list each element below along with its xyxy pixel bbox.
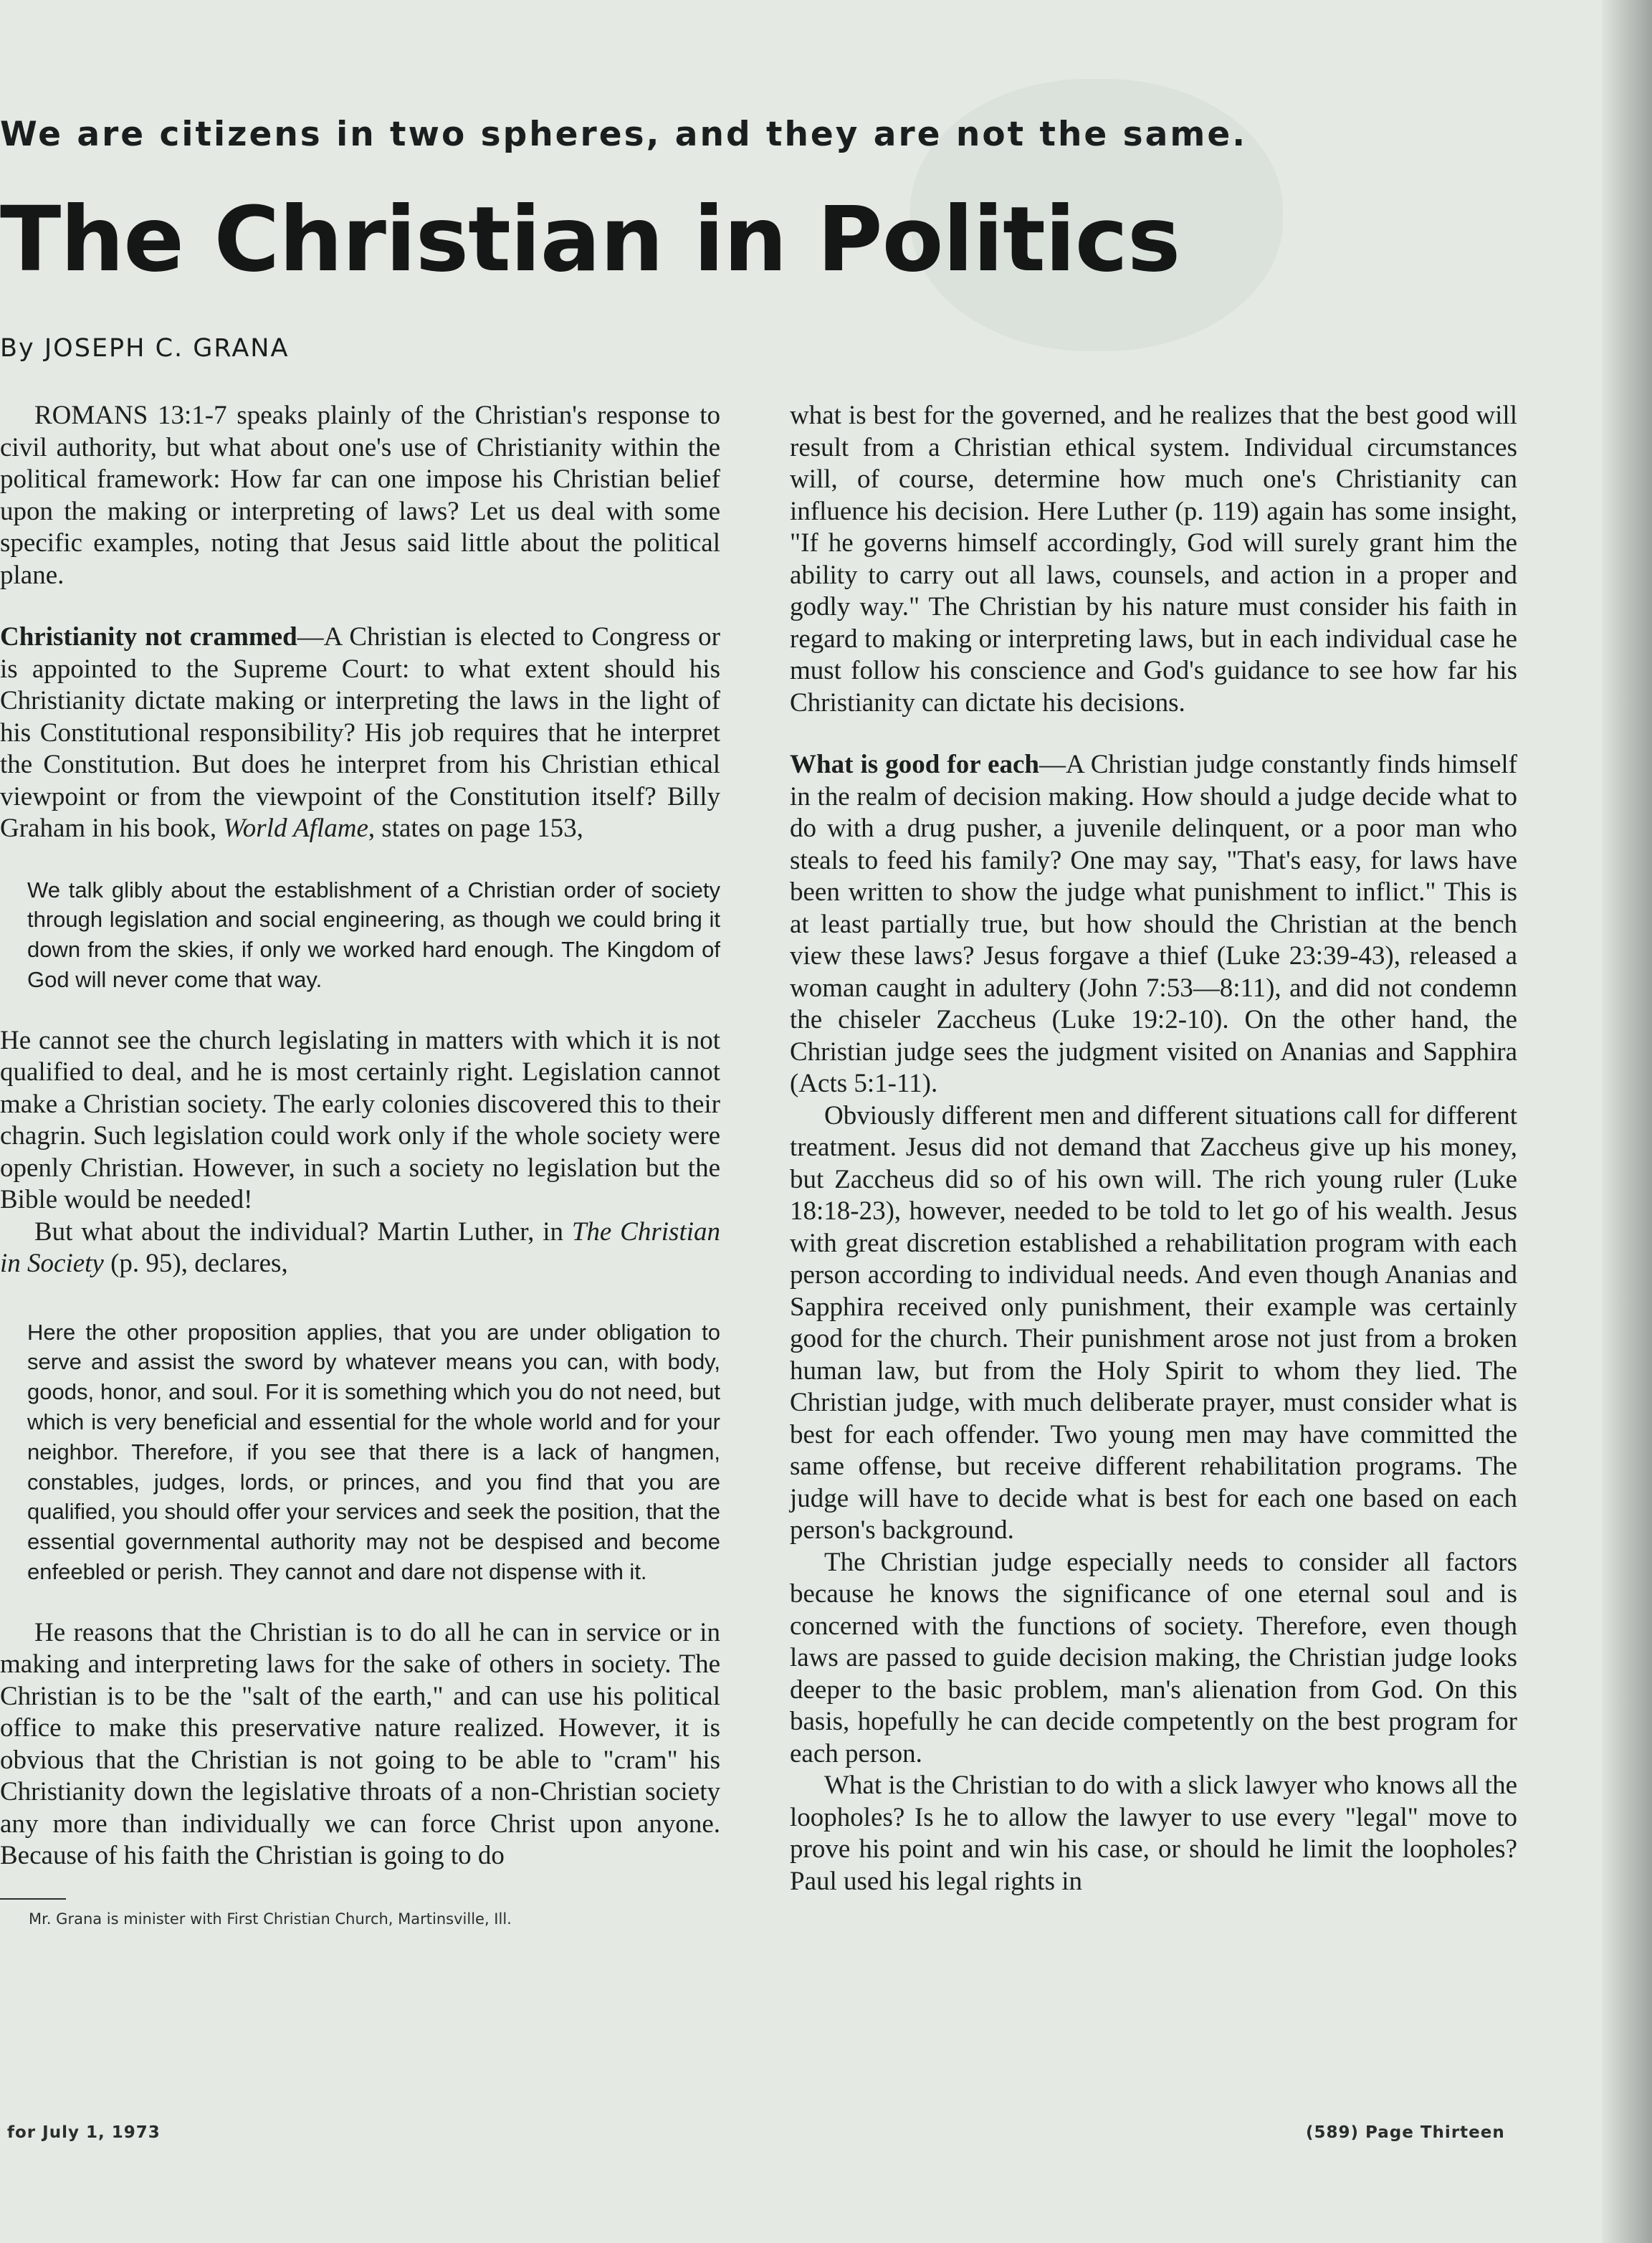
byline: By JOSEPH C. GRANA: [0, 334, 290, 363]
page-edge-shadow: [1602, 0, 1652, 2243]
kicker-line: We are citizens in two spheres, and they are not the same.: [0, 115, 1248, 154]
left-column: [0, 400, 720, 1930]
issue-date: for July 1, 1973: [7, 2123, 161, 2142]
paragraph: The Christian judge especially needs to consider all factors because he knows the significance of one eternal soul and is concerned with the functions of society. Therefore, even though laws are passed to guide decision making, the Christian judge looks deeper to the basic problem, man's alienation from God. On this basis, hopefully he can decide competently on the best program for each person.: [790, 1547, 1517, 1768]
right-column: [790, 400, 1517, 1897]
book-title: The Christian in Society: [0, 1216, 720, 1279]
paragraph: He cannot see the church legislating in matters with which it is not qualified to deal, and he is most certainly right. Legislation cannot make a Christian society. The early colonies discovered this to their chagrin. Such legislation could work only if the whole society were openly Christian. However, in such a society no legislation but the Bible would be needed!: [0, 1025, 720, 1215]
book-title: World Aflame: [223, 814, 368, 843]
paragraph-text: (p. 95), declares,: [103, 1249, 288, 1279]
paragraph: What is the Christian to do with a slick lawyer who knows all the loopholes? Is he to allow the lawyer to use every "legal" move to prove his point and win his case, or should he limit the loopholes? Paul used his legal rights in: [790, 1771, 1517, 1896]
paragraph-text: —A Christian judge constantly finds himself in the realm of decision making. How should a judge decide what to do with a drug pusher, a juvenile delinquent, or a poor man who steals to feed his family? One may say, "That's easy, for laws have been written to show the judge what punishment to inflict." This is at least partially true, but how should the Christian at the bench view these laws? Jesus forgave a thief (Luke 23:39-43), released a woman caught in adultery (John 7:53—8:11), and did not condemn the chiseler Zaccheus (Luke 19:2-10). On the other hand, the Christian judge sees the judgment visited on Ananias and Sapphira (Acts 5:1-11).: [790, 750, 1517, 1098]
paragraph-text: —A Christian is elected to Congress or is appointed to the Supreme Court: to what extent should his Christianity dictate making or interpreting the laws in the light of his Constitutional responsibility? His job requires that he interpret the Constitution. But does he interpret from his Christian ethical viewpoint or from the viewpoint of the Constitution itself? Billy Graham in his book,: [0, 622, 720, 843]
block-quote: We talk glibly about the establishment of a Christian order of society through legislation and social engineering, as though we could bring it down from the skies, if only we worked hard enough. The Kingdom of God will never come that way.: [27, 877, 720, 992]
section-heading: What is good for each: [790, 750, 1039, 779]
paragraph-text: , states on page 153,: [368, 814, 583, 843]
paragraph: [0, 1216, 720, 1280]
section-heading: Christianity not crammed: [0, 622, 297, 652]
paragraph: ROMANS 13:1-7 speaks plainly of the Christian's response to civil authority, but what about one's use of Christianity within the political framework: How far can one impose his Christian belief upon the making or interpreting of laws? Let us deal with some specific examples, noting that Jesus said little about the political plane.: [0, 401, 720, 590]
paragraph: what is best for the governed, and he realizes that the best good will result from a Christian ethical system. Individual circumstances will, of course, determine how much one's Christianity can influence his decision. Here Luther (p. 119) again has some insight, "If he governs himself accordingly, God will surely grant him the ability to carry out all laws, counsels, and action in a proper and godly way." The Christian by his nature must consider his faith in regard to making or interpreting laws, but in each individual case he must follow his conscience and God's guidance to see how far his Christianity can dictate his decisions.: [790, 401, 1517, 718]
article-title: The Christian in Politics: [0, 188, 1180, 292]
paragraph: He reasons that the Christian is to do all he can in service or in making and interpreting laws for the sake of others in society. The Christian is to be the "salt of the earth," and can use his political office to make this preservative nature realized. However, it is obvious that the Christian is not going to be able to "cram" his Christianity down the legislative throats of a non-Christian society any more than individually we can force Christ upon anyone. Because of his faith the Christian is going to do: [0, 1617, 720, 1871]
paragraph: [0, 622, 720, 845]
page-number: (589) Page Thirteen: [1306, 2123, 1505, 2142]
block-quote: Here the other proposition applies, that you are under obligation to serve and assist the sword by whatever means you can, with body, goods, honor, and soul. For it is something which you do not need, but which is very beneficial and essential for the whole world and for your neighbor. Therefore, if you see that there is a lack of hangmen, constables, judges, lords, or princes, and you find that you are qualified, you should offer your services and seek the position, that the essential governmental authority may not be despised and become enfeebled or perish. They cannot and dare not dispense with it.: [27, 1319, 720, 1585]
paragraph: [790, 749, 1517, 1100]
footnote-rule: [0, 1898, 66, 1900]
paragraph: Obviously different men and different situations call for different treatment. Jesus did not demand that Zaccheus give up his money, but Zaccheus did so of his own will. The rich young ruler (Luke 18:18-23), however, needed to be told to let go of his wealth. Jesus with great discretion established a rehabilitation program with each person according to individual needs. And even though Ananias and Sapphira received only punishment, their example was certainly good for the church. Their punishment arose not just from a broken human law, but from the Holy Spirit to whom they lied. The Christian judge, with much deliberate prayer, must consider what is best for each offender. Two young men may have committed the same offense, but receive different rehabilitation programs. The judge will have to decide what is best for each one based on each person's background.: [790, 1100, 1517, 1545]
paragraph-text: But what about the individual? Martin Luther, in: [34, 1216, 572, 1247]
author-footnote: Mr. Grana is minister with First Christian Church, Martinsville, Ill.: [29, 1910, 512, 1928]
